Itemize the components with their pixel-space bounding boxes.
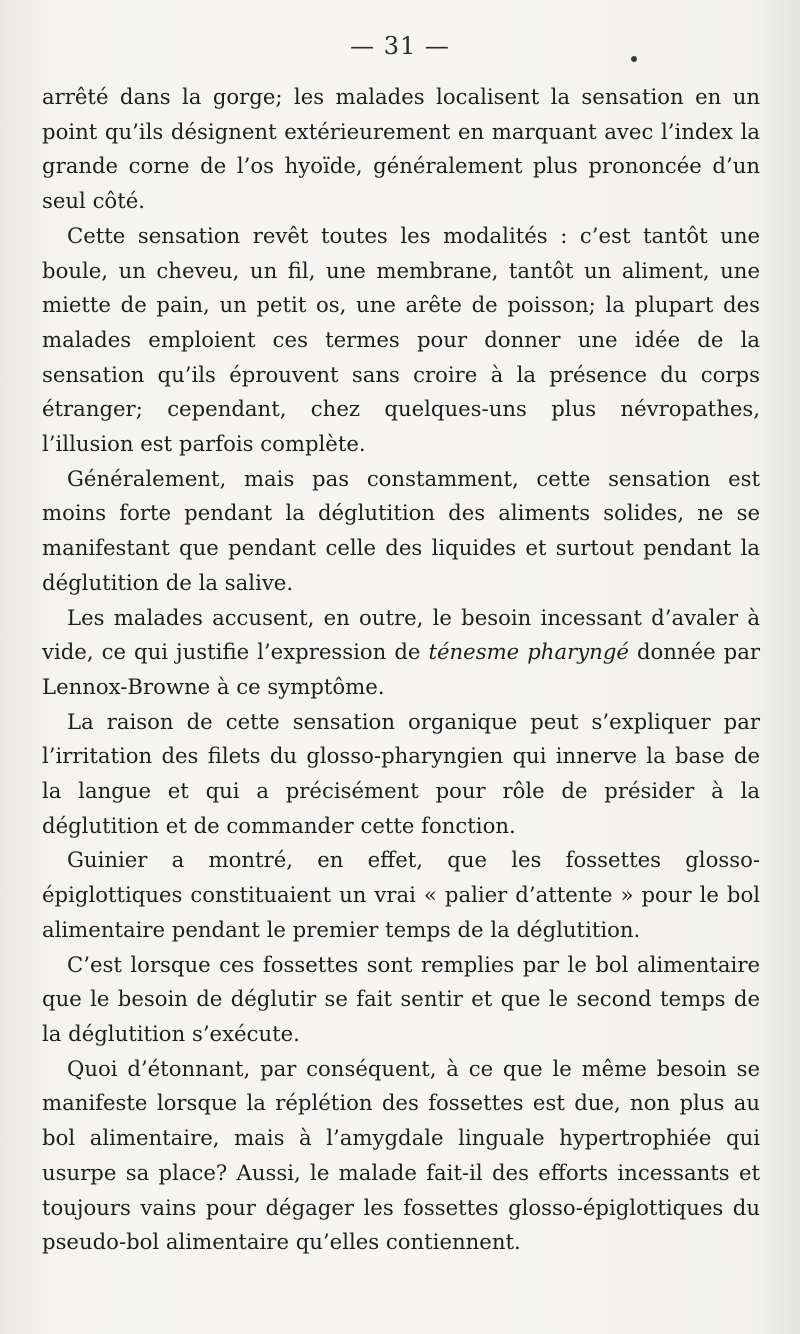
page-number: — 31 — <box>350 32 450 60</box>
italic-term: ténesme pharyngé <box>428 639 629 665</box>
paragraph-4-after: donnée par Lennox-Browne à ce symptôme. <box>42 639 761 699</box>
paragraph-4-before: Les malades accusent, en outre, le besoin incessant d’avaler à vide, ce qui justifie l’expression de <box>42 604 760 665</box>
paragraph-2: Cette sensation revêt toutes les modalités : c’est tantôt une boule, un cheveu, un fil, une membrane, tantôt un aliment, une miette de pain, un petit os, une arête de poisson; la plupart des malades emploient ces termes pour donner une idée de la sensation qu’ils éprouvent sans croire à la présence du corps étranger; cependant, chez quelques-uns plus névropathes, l’illusion est parfois complète. <box>42 222 760 457</box>
paragraph-4 <box>42 601 760 705</box>
paragraph-3: Généralement, mais pas constamment, cette sensation est moins forte pendant la déglutition des aliments solides, ne se manifestant que pendant celle des liquides et surtout pendant la déglutition de la salive. <box>42 465 760 595</box>
paragraph-6: Guinier a montré, en effet, que les fossettes glosso-épiglottiques constituaient un vrai « palier d’attente » pour le bol alimentaire pendant le premier temps de la déglutition. <box>42 847 760 942</box>
paragraph-8: Quoi d’étonnant, par conséquent, à ce que le même besoin se manifeste lorsque la réplétion des fossettes est due, non plus au bol alimentaire, mais à l’amygdale linguale hypertrophiée qui usurpe sa place? Aussi, le malade fait-il des efforts incessants et toujours vains pour dégager les fossettes glosso-épiglottiques du pseudo-bol alimentaire qu’elles contiennent. <box>42 1055 760 1255</box>
paragraph-7: C’est lorsque ces fossettes sont remplies par le bol alimentaire que le besoin de déglutir se fait sentir et que le second temps de la déglutition s’exécute. <box>42 951 760 1046</box>
paragraph-1: arrêté dans la gorge; les malades localisent la sensation en un point qu’ils désignent extérieurement en marquant avec l’index la grande corne de l’os hyoïde, généralement plus prononcée d’un seul côté. <box>42 84 760 214</box>
ink-speck <box>631 56 637 62</box>
paragraph-5: La raison de cette sensation organique peut s’expliquer par l’irritation des filets du glosso-pharyngien qui innerve la base de la langue et qui a précisément pour rôle de présider à la déglutition et de commander cette fonction. <box>42 708 760 838</box>
body-text <box>42 80 760 1260</box>
